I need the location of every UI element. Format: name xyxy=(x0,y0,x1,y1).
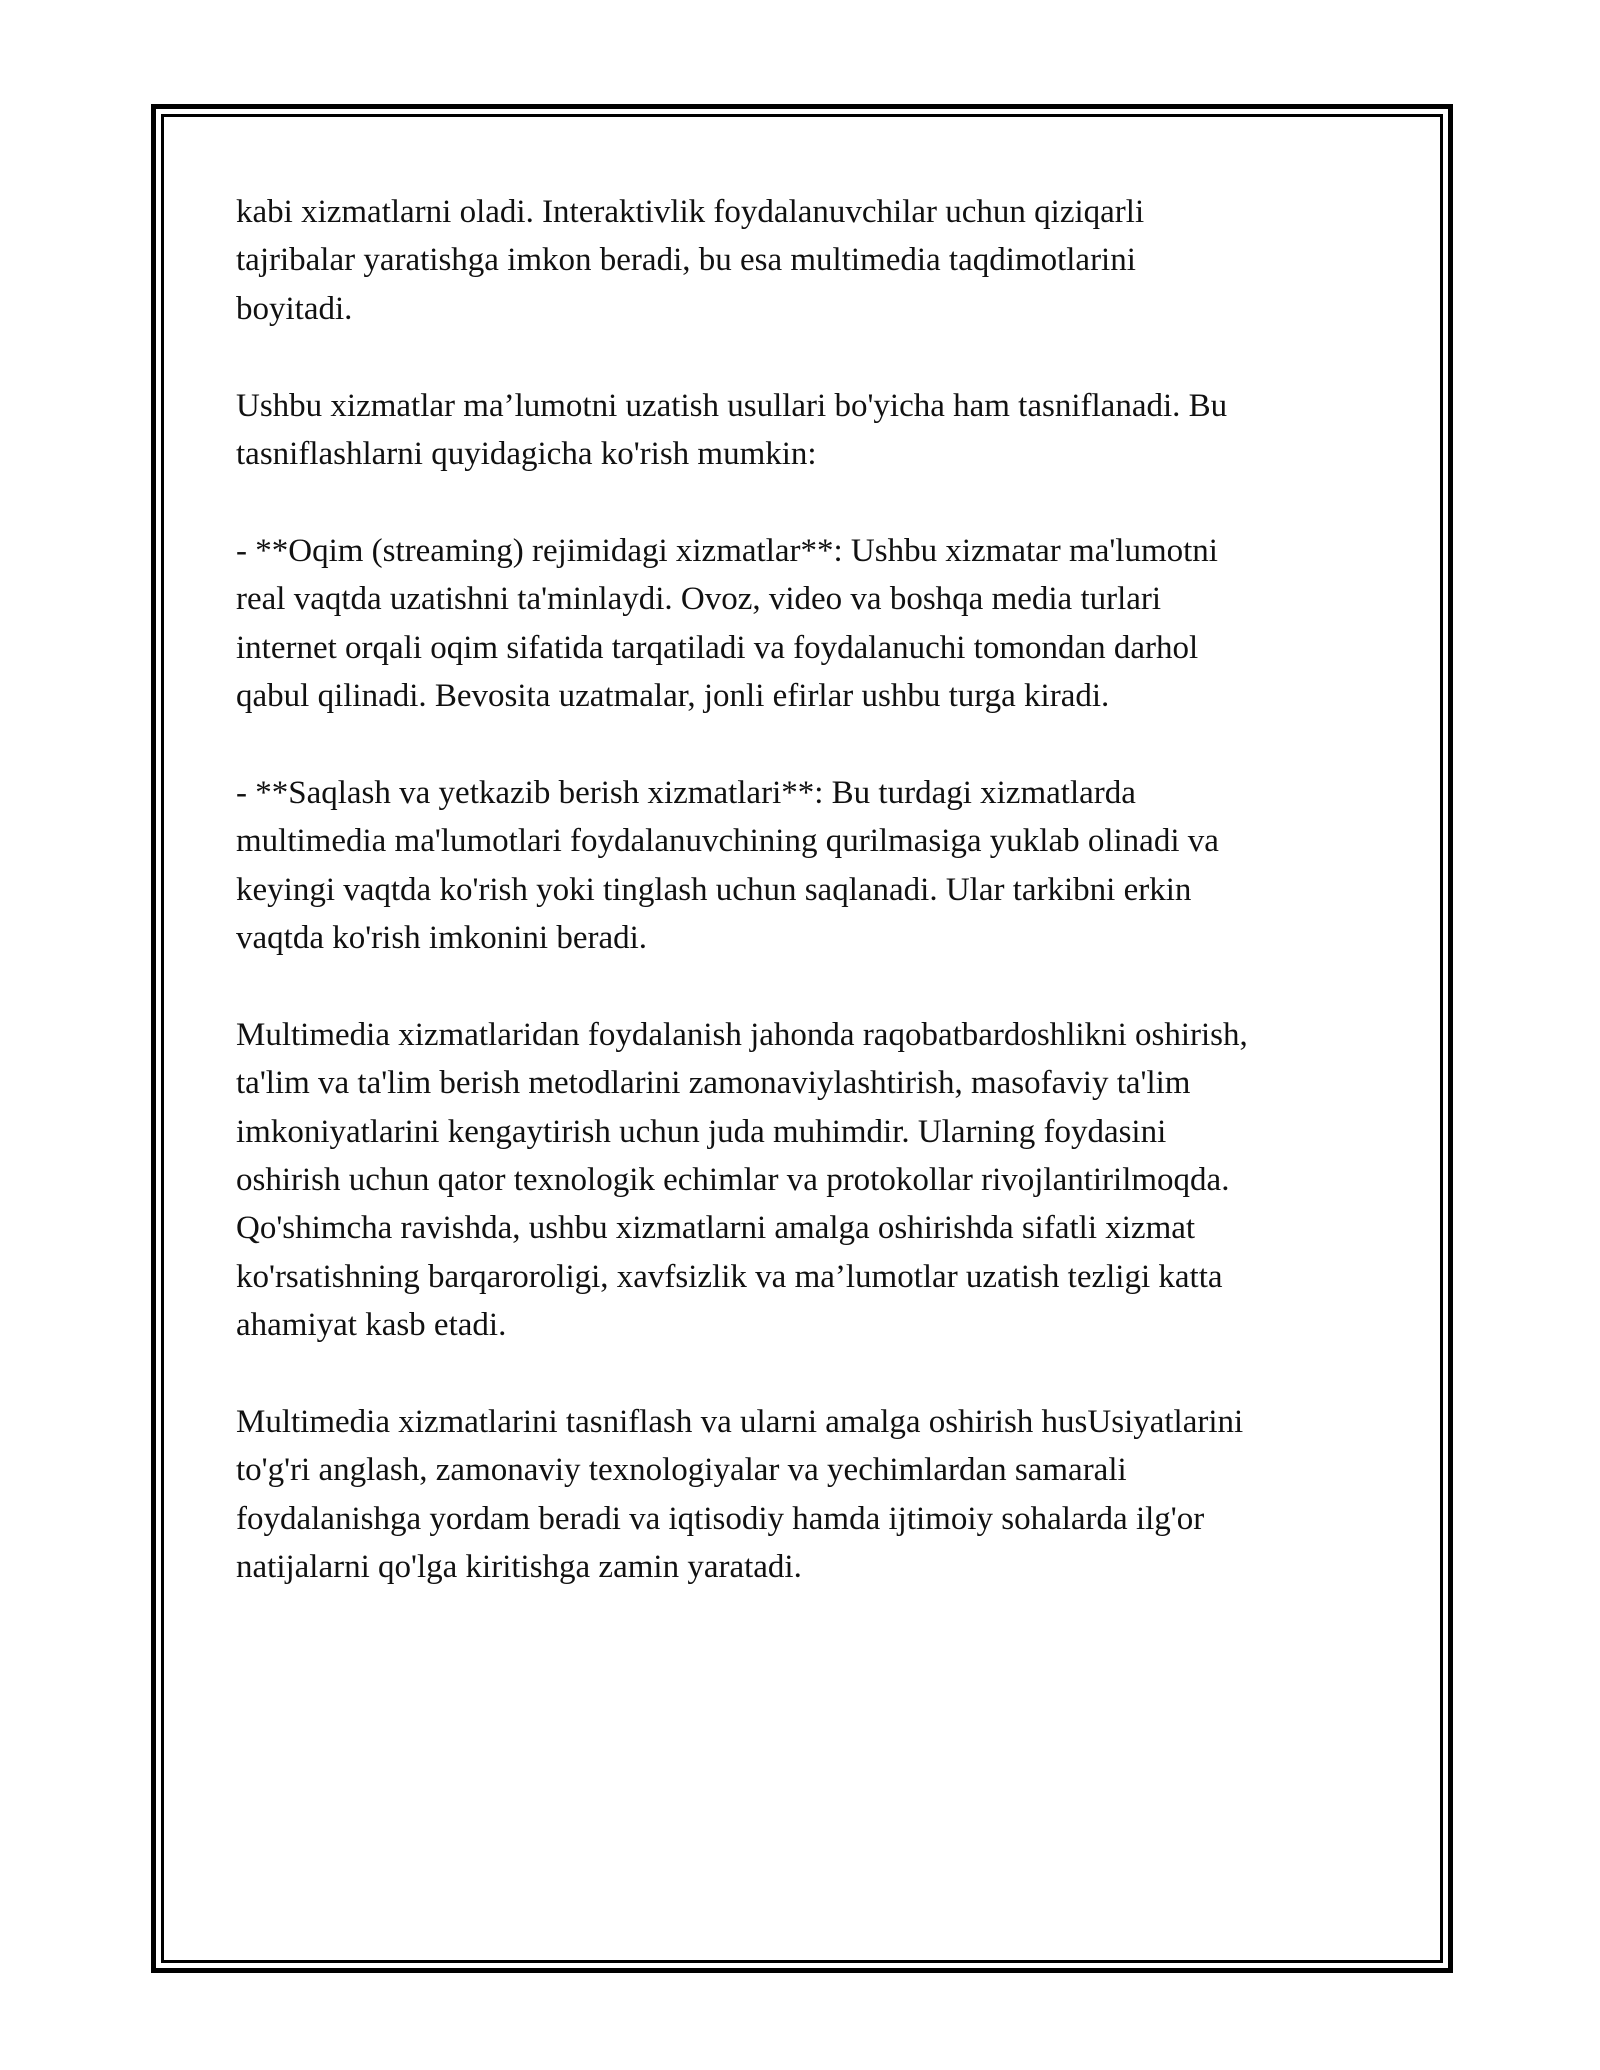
paragraph-1: kabi xizmatlarni oladi. Interaktivlik foydalanuvchilar uchun qiziqarli tajribalar yaratishga imkon beradi, bu esa multimedia taqdimotlarini boyitadi. xyxy=(236,194,1145,327)
list-item-streaming: - **Oqim (streaming) rejimidagi xizmatlar**: Ushbu xizmatar ma'lumotni real vaqtda uzatishni ta'minlaydi. Ovoz, video va boshqa media turlari internet orqali oqim sifatida tarqatiladi va foydalanuchi tomondan darhol qabul qilinadi. Bevosita uzatmalar, jonli efirlar ushbu turga kiradi. xyxy=(236,532,1218,715)
paragraph-2: Ushbu xizmatlar ma’lumotni uzatish usullari bo'yicha ham tasniflanadi. Bu tasniflashlarni quyidagicha ko'rish mumkin: xyxy=(236,387,1228,473)
list-item-storage: - **Saqlash va yetkazib berish xizmatlari**: Bu turdagi xizmatlarda multimedia ma'lumotlari foydalanuvchining qurilmasiga yuklab olinadi va keyingi vaqtda ko'rish yoki tinglash uchun saqlanadi. Ular tarkibni erkin vaqtda ko'rish imkonini beradi. xyxy=(236,774,1219,957)
document-body xyxy=(236,188,1376,1640)
paragraph-6: Multimedia xizmatlarini tasniflash va ularni amalga oshirish husUsiyatlarini to'g'ri anglash, zamonaviy texnologiyalar va yechimlardan samarali foydalanishga yordam beradi va iqtisodiy hamda ijtimoiy sohalarda ilg'or natijalarni qo'lga kiritishga zamin yaratadi. xyxy=(236,1404,1244,1586)
paragraph-5: Multimedia xizmatlaridan foydalanish jahonda raqobatbardoshlikni oshirish, ta'lim va ta'lim berish metodlarini zamonaviylashtirish, masofaviy ta'lim imkoniyatlarini kengaytirish uchun juda muhimdir. Ularning foydasini oshirish uchun qator texnologik echimlar va protokollar rivojlantirilmoqda. Qo'shimcha ravishda, ushbu xizmatlarni amalga oshirishda sifatli xizmat ko'rsatishning barqarorоligi, xavfsizlik va ma’lumotlar uzatish tezligi katta ahamiyat kasb etadi. xyxy=(236,1016,1248,1344)
